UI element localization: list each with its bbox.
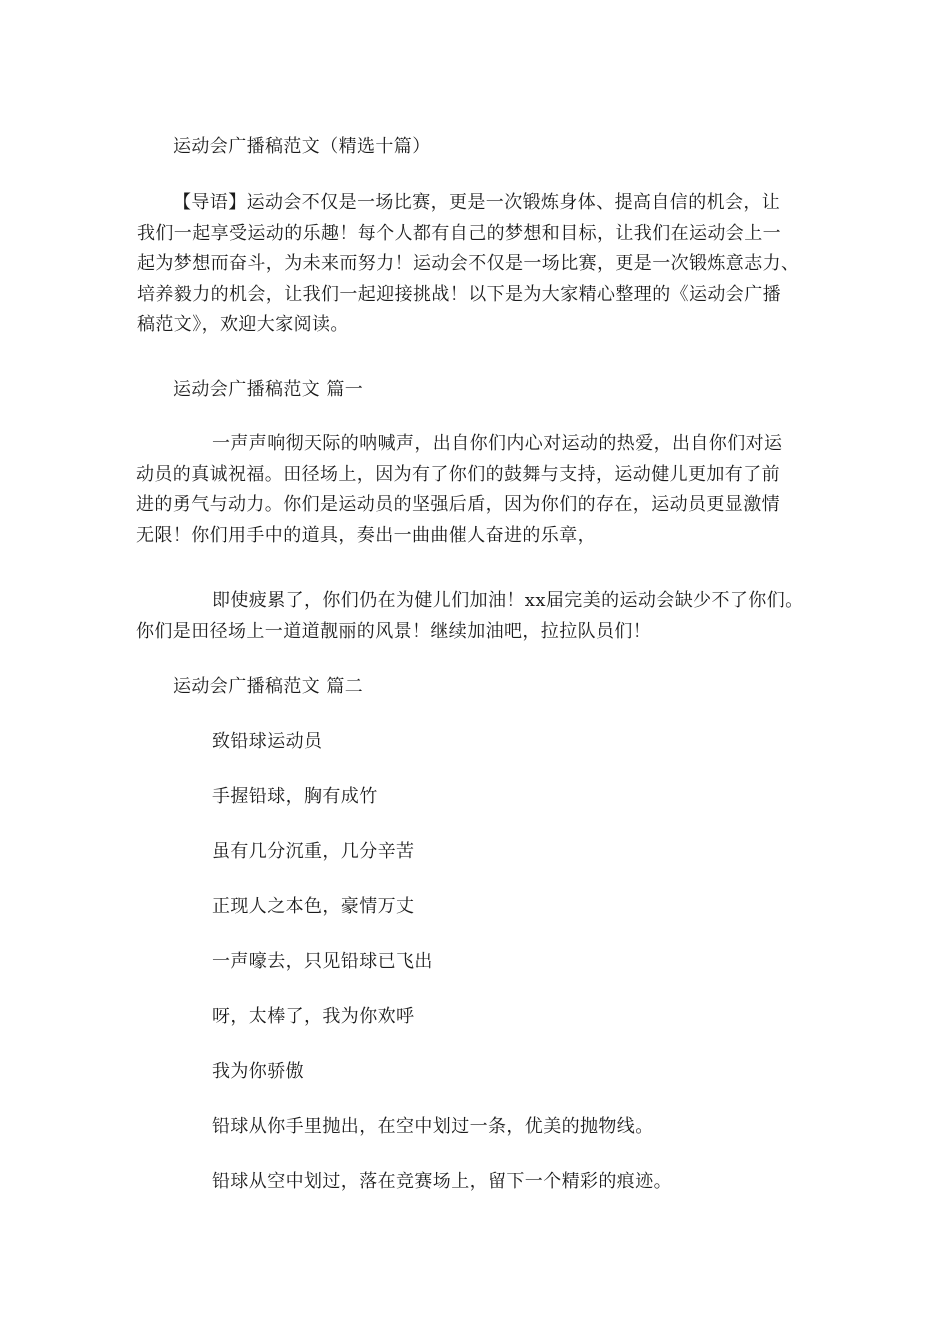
intro-line: 起为梦想而奋斗，为未来而努力！运动会不仅是一场比赛，更是一次锻炼意志力、 bbox=[137, 253, 800, 274]
para-line: 即使疲累了，你们仍在为健儿们加油！xx届完美的运动会缺少不了你们。 bbox=[212, 590, 804, 611]
poem-line: 呀，太棒了，我为你欢呼 bbox=[212, 1006, 415, 1027]
document-title: 运动会广播稿范文（精选十篇） bbox=[173, 136, 431, 157]
intro-line: 我们一起享受运动的乐趣！每个人都有自己的梦想和目标，让我们在运动会上一 bbox=[137, 222, 781, 244]
para-line: 一声声响彻天际的呐喊声，出自你们内心对运动的热爱，出自你们对运 bbox=[212, 433, 783, 454]
poem-line: 致铅球运动员 bbox=[212, 731, 323, 752]
poem-line: 一声嚎去，只见铅球已飞出 bbox=[212, 951, 433, 972]
section-heading-2: 运动会广播稿范文 篇二 bbox=[173, 676, 364, 697]
section1-paragraph-1 bbox=[136, 429, 783, 551]
poem-line: 我为你骄傲 bbox=[212, 1061, 304, 1082]
intro-line: 培养毅力的机会，让我们一起迎接挑战！以下是为大家精心整理的《运动会广播 bbox=[137, 283, 781, 305]
intro-line: 稿范文》，欢迎大家阅读。 bbox=[137, 314, 349, 335]
section1-paragraph-2 bbox=[136, 586, 804, 647]
intro-paragraph bbox=[137, 188, 800, 341]
poem-line: 虽有几分沉重，几分辛苦 bbox=[212, 841, 415, 862]
section-heading-1: 运动会广播稿范文 篇一 bbox=[173, 379, 364, 400]
para-line: 你们是田径场上一道道靓丽的风景！继续加油吧，拉拉队员们！ bbox=[136, 620, 652, 642]
para-line: 无限！你们用手中的道具，奏出一曲曲催人奋进的乐章， bbox=[136, 524, 596, 546]
para-line: 进的勇气与动力。你们是运动员的坚强后盾，因为你们的存在，运动员更显激情 bbox=[136, 494, 780, 515]
poem-line: 铅球从你手里抛出，在空中划过一条，优美的抛物线。 bbox=[212, 1116, 654, 1137]
poem-line: 铅球从空中划过，落在竞赛场上，留下一个精彩的痕迹。 bbox=[212, 1171, 672, 1192]
para-line: 动员的真诚祝福。田径场上，因为有了你们的鼓舞与支持，运动健儿更加有了前 bbox=[136, 463, 780, 485]
poem-line: 手握铅球，胸有成竹 bbox=[212, 786, 378, 807]
poem-line: 正现人之本色，豪情万丈 bbox=[212, 896, 415, 917]
intro-line: 【导语】运动会不仅是一场比赛，更是一次锻炼身体、提高自信的机会，让 bbox=[173, 192, 781, 213]
